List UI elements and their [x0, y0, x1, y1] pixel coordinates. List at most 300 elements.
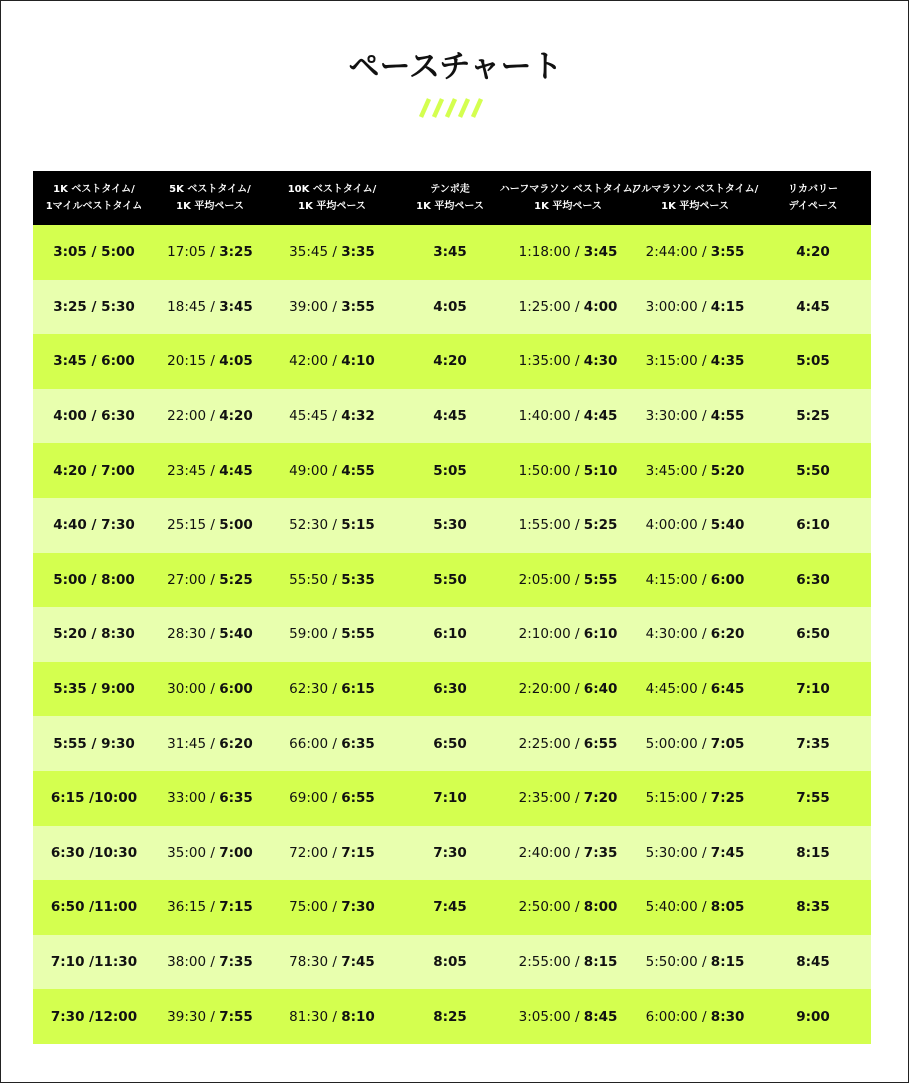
- cell-time: 3:45: [53, 353, 87, 370]
- table-row: [33, 443, 871, 498]
- table-cell: [399, 299, 501, 315]
- table-cell: [635, 353, 755, 369]
- cell-time: 1:50:00: [518, 462, 571, 479]
- cell-time: 18:45: [167, 298, 207, 315]
- cell-pace: 4:35: [710, 353, 745, 370]
- cell-time: 1:35:00: [518, 353, 571, 370]
- cell-time: 5:15:00: [645, 790, 698, 807]
- table-cell: [265, 299, 399, 315]
- table-cell: [635, 899, 755, 915]
- cell-separator: /: [84, 954, 95, 971]
- table-cell: [501, 1009, 635, 1025]
- cell-time: 38:00: [167, 954, 207, 971]
- cell-time: 5:20: [53, 626, 87, 643]
- cell-pace: 4:45: [583, 408, 618, 425]
- table-cell: [501, 626, 635, 642]
- cell-time: 25:15: [167, 517, 207, 534]
- cell-separator: /: [328, 517, 342, 534]
- cell-pace: 7:00: [101, 462, 135, 479]
- table-row: [33, 826, 871, 881]
- table-cell: [399, 572, 501, 588]
- table-row: [33, 389, 871, 444]
- cell-separator: /: [86, 462, 102, 479]
- table-cell: [755, 899, 871, 915]
- table-cell: [155, 244, 265, 260]
- table-cell: [155, 790, 265, 806]
- table-cell: [635, 1009, 755, 1025]
- pace-chart-table: [33, 171, 871, 1044]
- table-row: [33, 935, 871, 990]
- cell-separator: /: [570, 353, 584, 370]
- table-cell: [501, 845, 635, 861]
- cell-separator: /: [328, 408, 342, 425]
- cell-time: 2:50:00: [518, 899, 571, 916]
- cell-separator: /: [570, 244, 584, 261]
- cell-time: 3:00:00: [645, 298, 698, 315]
- cell-pace: 8:00: [583, 899, 618, 916]
- table-cell: [265, 736, 399, 752]
- cell-time: 20:15: [167, 353, 207, 370]
- column-header: [501, 171, 635, 225]
- cell-time: 4:30:00: [645, 626, 698, 643]
- cell-time: 3:05:00: [518, 1008, 571, 1025]
- cell-pace: 9:30: [101, 735, 135, 752]
- table-cell: [155, 626, 265, 642]
- cell-pace: 4:00: [583, 298, 618, 315]
- cell-pace: 4:10: [341, 353, 375, 370]
- cell-pace: 7:55: [219, 1008, 253, 1025]
- cell-pace: 8:45: [796, 954, 830, 971]
- cell-pace: 8:15: [583, 954, 618, 971]
- table-cell: [155, 353, 265, 369]
- cell-separator: /: [570, 899, 584, 916]
- column-header-line: リカバリー: [788, 184, 838, 195]
- cell-pace: 5:30: [433, 517, 467, 534]
- cell-pace: 6:30: [796, 571, 830, 588]
- table-cell: [265, 899, 399, 915]
- table-cell: [755, 790, 871, 806]
- table-cell: [155, 517, 265, 533]
- cell-time: 2:25:00: [518, 735, 571, 752]
- cell-separator: /: [697, 899, 711, 916]
- cell-pace: 6:00: [710, 571, 745, 588]
- table-cell: [265, 954, 399, 970]
- cell-separator: /: [206, 626, 220, 643]
- table-cell: [399, 353, 501, 369]
- cell-separator: /: [697, 681, 711, 698]
- cell-time: 4:20: [53, 462, 87, 479]
- cell-time: 2:10:00: [518, 626, 571, 643]
- table-cell: [265, 626, 399, 642]
- cell-pace: 6:10: [796, 517, 830, 534]
- table-cell: [755, 954, 871, 970]
- cell-pace: 10:00: [94, 790, 138, 807]
- table-cell: [635, 736, 755, 752]
- column-header-line: ハーフマラソン ベストタイム/: [499, 184, 637, 195]
- cell-pace: 4:55: [710, 408, 745, 425]
- cell-separator: /: [86, 408, 102, 425]
- cell-time: 5:55: [53, 735, 87, 752]
- table-cell: [265, 790, 399, 806]
- cell-separator: /: [697, 735, 711, 752]
- cell-time: 27:00: [167, 571, 207, 588]
- table-cell: [501, 244, 635, 260]
- cell-pace: 9:00: [796, 1008, 830, 1025]
- cell-pace: 8:25: [433, 1008, 467, 1025]
- cell-separator: /: [570, 626, 584, 643]
- cell-separator: /: [206, 954, 220, 971]
- table-cell: [265, 845, 399, 861]
- column-header: [399, 171, 501, 225]
- cell-separator: /: [570, 571, 584, 588]
- cell-separator: /: [697, 353, 711, 370]
- cell-pace: 5:25: [796, 408, 830, 425]
- cell-time: 28:30: [167, 626, 207, 643]
- cell-pace: 4:30: [583, 353, 618, 370]
- cell-pace: 7:35: [583, 844, 618, 861]
- cell-separator: /: [206, 353, 220, 370]
- cell-pace: 8:00: [101, 571, 135, 588]
- column-header-line: 1K 平均ペース: [534, 201, 602, 212]
- cell-separator: /: [570, 844, 584, 861]
- table-cell: [501, 681, 635, 697]
- cell-time: 23:45: [167, 462, 207, 479]
- cell-separator: /: [570, 408, 584, 425]
- page-title: ペースチャート: [348, 49, 563, 85]
- cell-time: 4:40: [53, 517, 87, 534]
- column-header-line: 1K 平均ペース: [176, 201, 244, 212]
- cell-pace: 8:15: [796, 844, 830, 861]
- cell-separator: /: [697, 954, 711, 971]
- cell-separator: /: [84, 790, 95, 807]
- cell-pace: 8:05: [710, 899, 745, 916]
- table-cell: [155, 408, 265, 424]
- cell-pace: 4:55: [341, 462, 375, 479]
- table-cell: [399, 517, 501, 533]
- cell-separator: /: [206, 790, 220, 807]
- table-cell: [635, 463, 755, 479]
- cell-time: 5:35: [53, 681, 87, 698]
- cell-time: 55:50: [289, 571, 329, 588]
- table-cell: [755, 681, 871, 697]
- cell-pace: 3:45: [219, 298, 253, 315]
- cell-separator: /: [697, 1008, 711, 1025]
- cell-pace: 7:15: [341, 844, 375, 861]
- cell-pace: 7:20: [583, 790, 618, 807]
- cell-pace: 4:20: [796, 244, 830, 261]
- cell-pace: 7:10: [796, 681, 830, 698]
- table-cell: [155, 299, 265, 315]
- cell-pace: 4:20: [219, 408, 253, 425]
- cell-time: 5:00: [53, 571, 87, 588]
- cell-pace: 5:25: [583, 517, 618, 534]
- cell-pace: 8:10: [341, 1008, 375, 1025]
- cell-separator: /: [84, 844, 95, 861]
- cell-pace: 7:10: [433, 790, 467, 807]
- cell-time: 2:05:00: [518, 571, 571, 588]
- cell-time: 33:00: [167, 790, 207, 807]
- cell-separator: /: [570, 954, 584, 971]
- cell-time: 66:00: [289, 735, 329, 752]
- table-row: [33, 662, 871, 717]
- cell-separator: /: [84, 1008, 95, 1025]
- table-row: [33, 880, 871, 935]
- cell-pace: 7:05: [710, 735, 745, 752]
- cell-separator: /: [328, 790, 342, 807]
- cell-pace: 5:40: [219, 626, 253, 643]
- table-cell: [399, 244, 501, 260]
- cell-time: 78:30: [289, 954, 329, 971]
- cell-pace: 6:30: [433, 681, 467, 698]
- cell-separator: /: [697, 244, 711, 261]
- table-cell: [635, 572, 755, 588]
- cell-time: 4:00: [53, 408, 87, 425]
- cell-time: 75:00: [289, 899, 329, 916]
- column-header-line: フルマラソン ベストタイム/: [631, 184, 759, 195]
- cell-pace: 5:00: [101, 244, 135, 261]
- column-header-line: デイペース: [788, 201, 838, 212]
- column-header-line: テンポ走: [430, 184, 470, 195]
- table-cell: [755, 626, 871, 642]
- table-cell: [501, 899, 635, 915]
- cell-pace: 6:55: [583, 735, 618, 752]
- cell-pace: 6:55: [341, 790, 375, 807]
- cell-pace: 3:25: [219, 244, 253, 261]
- table-cell: [755, 1009, 871, 1025]
- cell-pace: 4:45: [219, 462, 253, 479]
- cell-time: 31:45: [167, 735, 207, 752]
- cell-time: 6:30: [50, 844, 85, 861]
- cell-pace: 8:05: [433, 954, 467, 971]
- cell-pace: 9:00: [101, 681, 135, 698]
- column-header: [265, 171, 399, 225]
- cell-pace: 4:05: [219, 353, 253, 370]
- cell-time: 5:50:00: [645, 954, 698, 971]
- cell-pace: 5:40: [710, 517, 745, 534]
- cell-time: 81:30: [289, 1008, 329, 1025]
- cell-pace: 3:45: [433, 244, 467, 261]
- table-row: [33, 771, 871, 826]
- cell-time: 6:00:00: [645, 1008, 698, 1025]
- cell-pace: 4:45: [796, 298, 830, 315]
- cell-separator: /: [206, 298, 220, 315]
- cell-time: 17:05: [167, 244, 207, 261]
- column-header-line: 5K ベストタイム/: [169, 184, 251, 195]
- cell-time: 5:30:00: [645, 844, 698, 861]
- column-header-line: 1K ベストタイム/: [53, 184, 135, 195]
- cell-separator: /: [328, 626, 342, 643]
- cell-time: 3:45:00: [645, 462, 698, 479]
- table-cell: [399, 736, 501, 752]
- cell-separator: /: [328, 954, 342, 971]
- cell-separator: /: [86, 681, 102, 698]
- table-cell: [755, 353, 871, 369]
- cell-pace: 7:30: [433, 844, 467, 861]
- cell-pace: 5:25: [219, 571, 253, 588]
- cell-pace: 6:35: [219, 790, 253, 807]
- cell-pace: 3:35: [341, 244, 375, 261]
- cell-pace: 4:15: [710, 298, 745, 315]
- cell-time: 3:25: [53, 298, 87, 315]
- cell-pace: 5:15: [341, 517, 375, 534]
- cell-pace: 7:35: [219, 954, 253, 971]
- cell-separator: /: [328, 844, 342, 861]
- cell-separator: /: [206, 735, 220, 752]
- table-cell: [399, 790, 501, 806]
- cell-separator: /: [206, 244, 220, 261]
- cell-pace: 6:30: [101, 408, 135, 425]
- cell-separator: /: [697, 462, 711, 479]
- table-cell: [501, 736, 635, 752]
- table-cell: [265, 1009, 399, 1025]
- table-cell: [33, 517, 155, 533]
- cell-separator: /: [328, 681, 342, 698]
- table-cell: [33, 408, 155, 424]
- table-cell: [755, 517, 871, 533]
- cell-time: 4:15:00: [645, 571, 698, 588]
- cell-separator: /: [206, 681, 220, 698]
- table-cell: [399, 899, 501, 915]
- cell-pace: 7:30: [101, 517, 135, 534]
- table-cell: [33, 899, 155, 915]
- cell-pace: 5:50: [796, 462, 830, 479]
- cell-pace: 6:15: [341, 681, 375, 698]
- cell-time: 4:45:00: [645, 681, 698, 698]
- table-row: [33, 498, 871, 553]
- table-cell: [399, 626, 501, 642]
- cell-pace: 7:15: [219, 899, 253, 916]
- table-cell: [635, 954, 755, 970]
- column-header-line: 10K ベストタイム/: [287, 184, 377, 195]
- cell-pace: 5:00: [219, 517, 253, 534]
- cell-time: 22:00: [167, 408, 207, 425]
- cell-pace: 3:55: [341, 298, 375, 315]
- cell-time: 1:25:00: [518, 298, 571, 315]
- table-cell: [155, 954, 265, 970]
- table-cell: [399, 408, 501, 424]
- table-cell: [635, 681, 755, 697]
- table-cell: [265, 353, 399, 369]
- cell-separator: /: [86, 735, 102, 752]
- table-cell: [399, 681, 501, 697]
- table-cell: [265, 517, 399, 533]
- cell-pace: 5:35: [341, 571, 375, 588]
- cell-separator: /: [206, 462, 220, 479]
- table-cell: [501, 572, 635, 588]
- cell-pace: 8:35: [796, 899, 830, 916]
- cell-pace: 4:45: [433, 408, 467, 425]
- table-cell: [635, 517, 755, 533]
- cell-time: 52:30: [289, 517, 329, 534]
- cell-pace: 11:30: [94, 954, 138, 971]
- table-row: [33, 989, 871, 1044]
- cell-pace: 6:20: [710, 626, 745, 643]
- cell-time: 6:15: [50, 790, 85, 807]
- cell-pace: 4:05: [433, 298, 467, 315]
- cell-pace: 4:32: [341, 408, 375, 425]
- table-row: [33, 716, 871, 771]
- cell-time: 3:05: [53, 244, 87, 261]
- table-cell: [33, 244, 155, 260]
- table-cell: [501, 463, 635, 479]
- table-cell: [501, 299, 635, 315]
- table-cell: [755, 408, 871, 424]
- cell-time: 1:18:00: [518, 244, 571, 261]
- table-cell: [33, 790, 155, 806]
- cell-pace: 7:00: [219, 844, 253, 861]
- table-cell: [155, 572, 265, 588]
- cell-pace: 6:50: [433, 735, 467, 752]
- cell-pace: 3:45: [583, 244, 618, 261]
- table-cell: [635, 845, 755, 861]
- table-cell: [635, 790, 755, 806]
- column-header: [33, 171, 155, 225]
- table-cell: [33, 736, 155, 752]
- table-cell: [501, 408, 635, 424]
- cell-separator: /: [570, 517, 584, 534]
- table-cell: [33, 353, 155, 369]
- table-cell: [33, 1009, 155, 1025]
- table-row: [33, 280, 871, 335]
- cell-separator: /: [86, 517, 102, 534]
- cell-separator: /: [697, 844, 711, 861]
- table-cell: [755, 463, 871, 479]
- cell-separator: /: [328, 462, 342, 479]
- table-row: [33, 553, 871, 608]
- table-cell: [501, 517, 635, 533]
- cell-separator: /: [697, 571, 711, 588]
- column-header-line: 1K 平均ペース: [416, 201, 484, 212]
- cell-separator: /: [206, 899, 220, 916]
- cell-time: 69:00: [289, 790, 329, 807]
- table-cell: [33, 299, 155, 315]
- cell-pace: 11:00: [94, 899, 138, 916]
- table-header: [33, 171, 871, 225]
- column-header-line: 1マイルベストタイム: [45, 201, 143, 212]
- table-body: [33, 225, 871, 1044]
- slash-decoration-icon: [415, 97, 485, 119]
- table-cell: [399, 463, 501, 479]
- cell-pace: 6:45: [710, 681, 745, 698]
- table-cell: [755, 299, 871, 315]
- table-cell: [755, 572, 871, 588]
- cell-pace: 6:10: [583, 626, 618, 643]
- cell-pace: 5:05: [433, 462, 467, 479]
- cell-pace: 7:45: [710, 844, 745, 861]
- table-cell: [265, 572, 399, 588]
- table-cell: [755, 244, 871, 260]
- cell-time: 62:30: [289, 681, 329, 698]
- cell-separator: /: [86, 626, 102, 643]
- table-cell: [501, 954, 635, 970]
- cell-time: 2:40:00: [518, 844, 571, 861]
- table-cell: [755, 736, 871, 752]
- cell-time: 7:10: [50, 954, 85, 971]
- cell-time: 7:30: [50, 1008, 85, 1025]
- cell-time: 35:00: [167, 844, 207, 861]
- cell-pace: 4:20: [433, 353, 467, 370]
- table-cell: [399, 1009, 501, 1025]
- table-cell: [755, 845, 871, 861]
- cell-pace: 5:05: [796, 353, 830, 370]
- cell-pace: 7:45: [341, 954, 375, 971]
- column-header-line: 1K 平均ペース: [661, 201, 729, 212]
- table-cell: [33, 626, 155, 642]
- cell-separator: /: [206, 571, 220, 588]
- table-cell: [155, 1009, 265, 1025]
- cell-time: 2:44:00: [645, 244, 698, 261]
- cell-separator: /: [86, 298, 102, 315]
